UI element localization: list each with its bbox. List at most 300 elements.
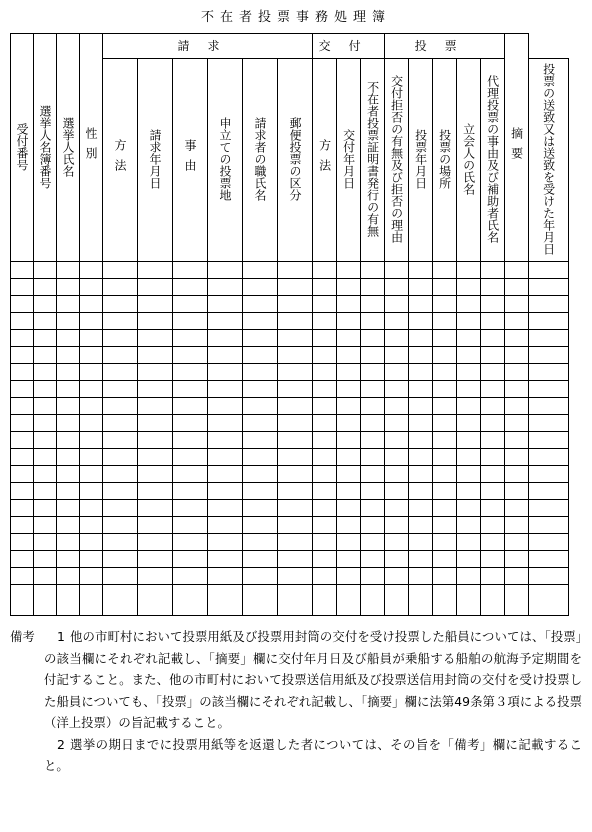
header-request-reason: 事由	[173, 59, 208, 262]
table-cell	[11, 347, 34, 364]
table-row	[11, 432, 569, 449]
table-cell	[433, 432, 457, 449]
table-cell	[433, 381, 457, 398]
table-cell	[385, 296, 409, 313]
table-cell	[173, 432, 208, 449]
table-cell	[173, 449, 208, 466]
table-row	[11, 517, 569, 534]
table-cell	[313, 449, 337, 466]
table-cell	[529, 296, 569, 313]
table-cell	[409, 347, 433, 364]
table-row	[11, 466, 569, 483]
table-cell	[481, 568, 505, 585]
table-cell	[208, 500, 243, 517]
table-cell	[433, 500, 457, 517]
table-cell	[103, 296, 138, 313]
table-cell	[208, 415, 243, 432]
table-cell	[138, 279, 173, 296]
table-cell	[529, 415, 569, 432]
table-cell	[138, 296, 173, 313]
table-cell	[243, 296, 278, 313]
table-cell	[11, 534, 34, 551]
note-number: 1	[57, 629, 65, 644]
header-certificate-issued: 不在者投票証明書発行の有無	[361, 59, 385, 262]
table-cell	[481, 449, 505, 466]
table-cell	[529, 449, 569, 466]
table-cell	[337, 551, 361, 568]
table-cell	[80, 534, 103, 551]
table-cell	[409, 534, 433, 551]
table-cell	[361, 262, 385, 279]
table-cell	[243, 279, 278, 296]
table-cell	[278, 449, 313, 466]
table-cell	[313, 279, 337, 296]
table-cell	[208, 568, 243, 585]
table-cell	[278, 398, 313, 415]
table-cell	[80, 517, 103, 534]
table-row	[11, 449, 569, 466]
table-cell	[11, 398, 34, 415]
table-cell	[208, 296, 243, 313]
table-cell	[103, 449, 138, 466]
table-row	[11, 534, 569, 551]
table-cell	[313, 313, 337, 330]
table-cell	[138, 398, 173, 415]
table-cell	[57, 415, 80, 432]
table-cell	[103, 279, 138, 296]
table-cell	[57, 347, 80, 364]
table-cell	[529, 568, 569, 585]
table-cell	[481, 432, 505, 449]
table-cell	[409, 432, 433, 449]
table-cell	[409, 398, 433, 415]
table-cell	[529, 313, 569, 330]
absentee-voting-register-table	[10, 33, 569, 616]
table-cell	[457, 415, 481, 432]
table-cell	[529, 500, 569, 517]
table-cell	[173, 517, 208, 534]
table-cell	[57, 262, 80, 279]
table-cell	[278, 483, 313, 500]
table-cell	[361, 313, 385, 330]
table-cell	[409, 483, 433, 500]
table-cell	[138, 466, 173, 483]
table-cell	[457, 568, 481, 585]
table-cell	[337, 432, 361, 449]
table-cell	[80, 466, 103, 483]
table-cell	[505, 415, 529, 432]
table-cell	[80, 296, 103, 313]
table-cell	[433, 279, 457, 296]
table-cell	[278, 279, 313, 296]
table-cell	[409, 551, 433, 568]
group-header-request: 請求	[103, 34, 313, 59]
table-cell	[481, 279, 505, 296]
table-cell	[481, 347, 505, 364]
table-cell	[385, 466, 409, 483]
table-cell	[173, 330, 208, 347]
table-cell	[529, 517, 569, 534]
note-item-2	[10, 734, 582, 777]
table-cell	[505, 381, 529, 398]
table-cell	[313, 262, 337, 279]
table-cell	[433, 330, 457, 347]
table-cell	[173, 483, 208, 500]
table-cell	[505, 466, 529, 483]
table-cell	[103, 585, 138, 616]
table-cell	[34, 551, 57, 568]
table-cell	[313, 466, 337, 483]
table-cell	[361, 347, 385, 364]
table-cell	[57, 381, 80, 398]
table-cell	[457, 466, 481, 483]
table-cell	[80, 262, 103, 279]
table-cell	[243, 517, 278, 534]
table-cell	[313, 517, 337, 534]
table-cell	[409, 415, 433, 432]
table-cell	[11, 585, 34, 616]
table-cell	[34, 517, 57, 534]
table-cell	[11, 517, 34, 534]
table-cell	[505, 517, 529, 534]
table-cell	[409, 364, 433, 381]
table-cell	[278, 585, 313, 616]
table-cell	[208, 534, 243, 551]
table-cell	[337, 483, 361, 500]
table-cell	[57, 551, 80, 568]
table-cell	[11, 415, 34, 432]
table-cell	[481, 364, 505, 381]
table-cell	[103, 262, 138, 279]
table-row	[11, 585, 569, 616]
table-cell	[11, 551, 34, 568]
table-row	[11, 364, 569, 381]
table-cell	[433, 449, 457, 466]
table-cell	[313, 415, 337, 432]
table-row	[11, 262, 569, 279]
table-cell	[385, 398, 409, 415]
register-body	[11, 262, 569, 616]
table-cell	[34, 313, 57, 330]
table-cell	[103, 483, 138, 500]
table-cell	[457, 364, 481, 381]
table-cell	[385, 381, 409, 398]
table-cell	[313, 551, 337, 568]
table-cell	[361, 330, 385, 347]
table-row	[11, 483, 569, 500]
table-cell	[138, 415, 173, 432]
table-cell	[103, 517, 138, 534]
table-cell	[337, 534, 361, 551]
table-cell	[337, 517, 361, 534]
table-cell	[433, 262, 457, 279]
table-cell	[278, 432, 313, 449]
table-cell	[313, 398, 337, 415]
table-cell	[457, 483, 481, 500]
table-cell	[409, 449, 433, 466]
header-request-voting-place: 申立ての投票地	[208, 59, 243, 262]
table-cell	[481, 517, 505, 534]
table-cell	[457, 347, 481, 364]
table-cell	[385, 347, 409, 364]
table-cell	[313, 364, 337, 381]
table-cell	[138, 568, 173, 585]
table-cell	[505, 534, 529, 551]
table-cell	[529, 551, 569, 568]
table-cell	[481, 415, 505, 432]
table-cell	[138, 313, 173, 330]
table-cell	[173, 313, 208, 330]
table-cell	[103, 568, 138, 585]
table-cell	[208, 279, 243, 296]
table-cell	[433, 364, 457, 381]
table-cell	[34, 466, 57, 483]
table-cell	[481, 296, 505, 313]
table-cell	[11, 279, 34, 296]
table-cell	[433, 517, 457, 534]
table-cell	[457, 313, 481, 330]
table-cell	[385, 534, 409, 551]
table-cell	[529, 330, 569, 347]
note-text: 他の市町村において投票用紙及び投票用封筒の交付を受け投票した船員については、「投票」の該当欄にそれぞれ記載し、「摘要」欄に交付年月日及び船員が乗船する船舶の航海予定期間を付記すること。また、他の市町村において投票送信用紙及び投票送信用封筒の交付を受け投票した船員についても、「投票」の該当欄にそれぞれ記載し、「摘要」欄に法第49条第３項による投票（洋上投票）の旨記載すること。	[44, 629, 582, 730]
table-cell	[313, 483, 337, 500]
table-cell	[409, 517, 433, 534]
table-cell	[361, 296, 385, 313]
table-cell	[409, 500, 433, 517]
table-cell	[103, 500, 138, 517]
header-roll-no: 選挙人名簿番号	[34, 34, 57, 262]
table-cell	[57, 330, 80, 347]
table-cell	[243, 534, 278, 551]
table-cell	[173, 500, 208, 517]
table-cell	[481, 585, 505, 616]
table-cell	[243, 262, 278, 279]
table-cell	[11, 466, 34, 483]
header-delivery-method: 方法	[313, 59, 337, 262]
table-cell	[103, 432, 138, 449]
table-cell	[385, 262, 409, 279]
table-cell	[385, 364, 409, 381]
table-cell	[243, 364, 278, 381]
table-cell	[385, 279, 409, 296]
table-cell	[11, 568, 34, 585]
table-row	[11, 568, 569, 585]
table-row	[11, 415, 569, 432]
table-cell	[208, 364, 243, 381]
table-cell	[173, 279, 208, 296]
table-cell	[409, 466, 433, 483]
table-cell	[243, 381, 278, 398]
header-receipt-no: 受付番号	[11, 34, 34, 262]
table-cell	[385, 313, 409, 330]
table-cell	[138, 330, 173, 347]
table-cell	[337, 500, 361, 517]
table-cell	[138, 262, 173, 279]
table-cell	[34, 483, 57, 500]
table-cell	[313, 432, 337, 449]
table-cell	[243, 483, 278, 500]
table-cell	[57, 432, 80, 449]
table-cell	[11, 483, 34, 500]
table-cell	[361, 381, 385, 398]
table-cell	[529, 432, 569, 449]
header-refusal-reason: 交付拒否の有無及び拒否の理由	[385, 59, 409, 262]
table-cell	[11, 432, 34, 449]
table-row	[11, 279, 569, 296]
notes-section	[10, 626, 582, 777]
header-vote-place: 投票の場所	[433, 59, 457, 262]
table-cell	[34, 398, 57, 415]
table-cell	[457, 330, 481, 347]
header-postal-category: 郵便投票の区分	[278, 59, 313, 262]
table-cell	[385, 330, 409, 347]
table-cell	[208, 449, 243, 466]
table-cell	[138, 534, 173, 551]
table-cell	[337, 585, 361, 616]
table-cell	[278, 415, 313, 432]
table-cell	[505, 296, 529, 313]
table-cell	[243, 568, 278, 585]
table-cell	[57, 398, 80, 415]
table-cell	[173, 381, 208, 398]
table-cell	[80, 347, 103, 364]
table-row	[11, 398, 569, 415]
page-title: 不在者投票事務処理簿	[200, 10, 391, 25]
table-cell	[57, 568, 80, 585]
table-cell	[173, 585, 208, 616]
table-cell	[173, 534, 208, 551]
table-cell	[103, 364, 138, 381]
table-cell	[313, 534, 337, 551]
table-cell	[11, 449, 34, 466]
table-cell	[361, 364, 385, 381]
table-cell	[34, 279, 57, 296]
table-cell	[337, 568, 361, 585]
table-cell	[505, 551, 529, 568]
table-cell	[433, 347, 457, 364]
table-cell	[505, 347, 529, 364]
table-cell	[138, 381, 173, 398]
table-cell	[278, 313, 313, 330]
table-cell	[337, 398, 361, 415]
table-cell	[529, 279, 569, 296]
table-cell	[103, 534, 138, 551]
table-cell	[481, 500, 505, 517]
table-cell	[361, 500, 385, 517]
table-cell	[138, 432, 173, 449]
table-cell	[208, 483, 243, 500]
header-request-method: 方法	[103, 59, 138, 262]
table-cell	[80, 330, 103, 347]
header-proxy-vote: 代理投票の事由及び補助者氏名	[481, 59, 505, 262]
table-cell	[433, 415, 457, 432]
notes-label: 備考	[10, 629, 35, 644]
table-cell	[361, 415, 385, 432]
table-cell	[481, 262, 505, 279]
table-cell	[208, 330, 243, 347]
header-delivery-date: 交付年月日	[337, 59, 361, 262]
table-cell	[457, 585, 481, 616]
table-cell	[11, 296, 34, 313]
table-cell	[11, 330, 34, 347]
table-row	[11, 296, 569, 313]
table-cell	[385, 483, 409, 500]
table-cell	[34, 381, 57, 398]
table-row	[11, 381, 569, 398]
table-cell	[80, 432, 103, 449]
table-cell	[80, 568, 103, 585]
table-cell	[243, 449, 278, 466]
table-cell	[481, 381, 505, 398]
table-cell	[337, 364, 361, 381]
table-cell	[80, 585, 103, 616]
table-row	[11, 500, 569, 517]
table-cell	[433, 585, 457, 616]
table-cell	[80, 415, 103, 432]
table-cell	[313, 585, 337, 616]
table-cell	[409, 568, 433, 585]
table-cell	[138, 364, 173, 381]
table-cell	[278, 330, 313, 347]
table-cell	[173, 568, 208, 585]
table-cell	[409, 279, 433, 296]
table-cell	[481, 398, 505, 415]
table-cell	[433, 551, 457, 568]
table-cell	[385, 415, 409, 432]
table-cell	[173, 364, 208, 381]
table-cell	[208, 313, 243, 330]
table-cell	[457, 534, 481, 551]
table-cell	[57, 313, 80, 330]
table-cell	[529, 381, 569, 398]
table-cell	[57, 517, 80, 534]
table-cell	[278, 347, 313, 364]
table-cell	[80, 500, 103, 517]
table-cell	[278, 296, 313, 313]
note-item-1	[10, 626, 582, 734]
table-cell	[457, 517, 481, 534]
table-cell	[103, 551, 138, 568]
table-cell	[208, 347, 243, 364]
note-number: 2	[57, 736, 65, 752]
table-cell	[278, 500, 313, 517]
table-cell	[457, 449, 481, 466]
group-header-voting: 投票	[385, 34, 505, 59]
table-cell	[138, 517, 173, 534]
table-cell	[80, 449, 103, 466]
table-cell	[11, 381, 34, 398]
table-cell	[529, 398, 569, 415]
table-cell	[34, 449, 57, 466]
table-cell	[208, 517, 243, 534]
table-cell	[505, 432, 529, 449]
table-cell	[138, 551, 173, 568]
table-cell	[57, 585, 80, 616]
table-cell	[34, 585, 57, 616]
table-cell	[505, 483, 529, 500]
table-cell	[173, 551, 208, 568]
table-row	[11, 347, 569, 364]
table-cell	[361, 449, 385, 466]
table-cell	[34, 500, 57, 517]
table-cell	[457, 500, 481, 517]
table-cell	[457, 381, 481, 398]
table-cell	[457, 551, 481, 568]
table-cell	[457, 262, 481, 279]
table-cell	[433, 296, 457, 313]
table-cell	[208, 381, 243, 398]
table-cell	[57, 449, 80, 466]
